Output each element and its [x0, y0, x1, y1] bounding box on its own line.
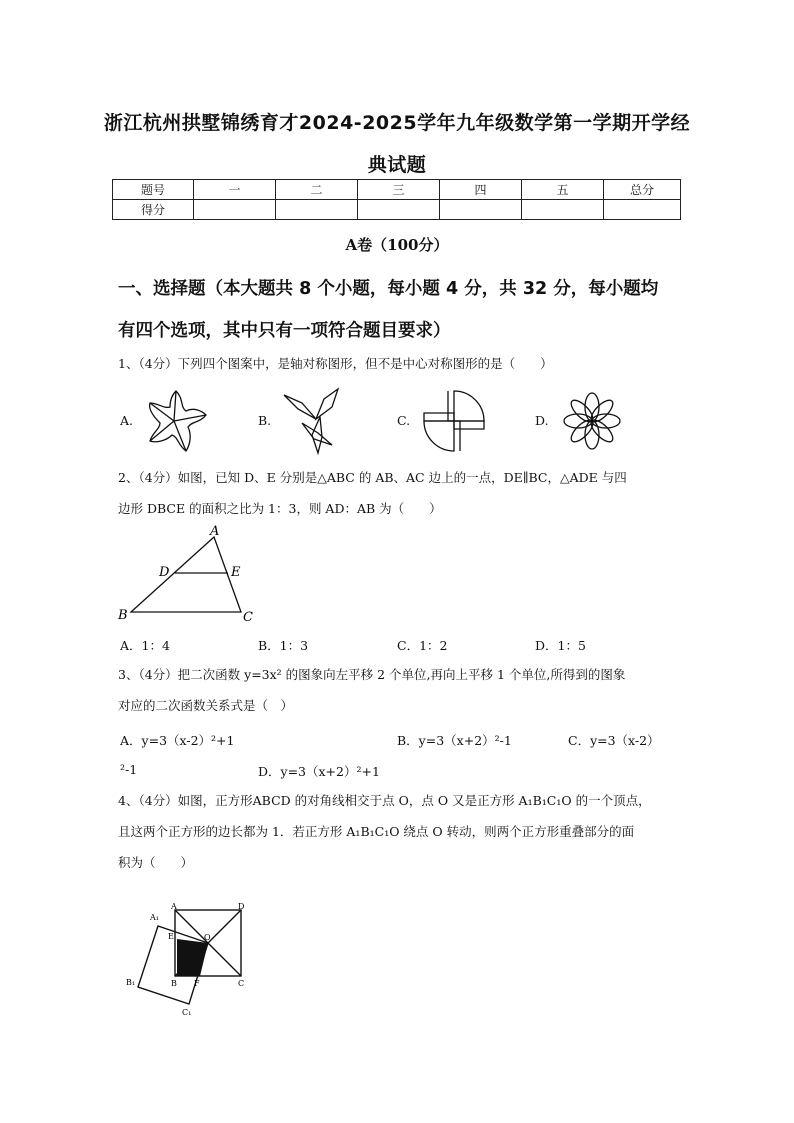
- flower-icon: [556, 385, 628, 457]
- q1-option-d-label: D.: [535, 413, 549, 428]
- section-a-title: A卷（100分）: [345, 236, 449, 254]
- table-cell: 五: [522, 180, 604, 200]
- section-heading-cont: 有四个选项，其中只有一项符合题目要求）: [118, 321, 451, 341]
- score-cell[interactable]: [276, 200, 358, 220]
- q3-option-c-cont: ²-1: [120, 762, 138, 777]
- q2-option-b: B．1：3: [258, 638, 309, 653]
- table-cell: 二: [276, 180, 358, 200]
- question-4-stem-cont2: 积为（ ）: [118, 855, 194, 870]
- table-cell: 四: [440, 180, 522, 200]
- rotating-squares-diagram: [120, 898, 260, 1020]
- q2-option-d: D．1：5: [535, 638, 586, 653]
- q3-option-d: D．y=3（x+2）²+1: [258, 764, 380, 779]
- vertex-label-b: B: [118, 608, 128, 623]
- point-label-e: E: [231, 565, 241, 580]
- score-cell[interactable]: [358, 200, 440, 220]
- q3-option-a: A．y=3（x-2）²+1: [120, 733, 235, 748]
- q1-option-a-label: A.: [120, 413, 134, 428]
- q3-option-c: C．y=3（x-2）: [568, 733, 660, 748]
- label-c: C: [238, 979, 245, 988]
- triangle-abc-diagram: [115, 525, 265, 625]
- score-cell[interactable]: [604, 200, 681, 220]
- question-3-stem-cont: 对应的二次函数关系式是（ ）: [118, 698, 294, 713]
- question-1-stem: 1、（4分）下列四个图案中，是轴对称图形，但不是中心对称图形的是（ ）: [118, 356, 553, 371]
- question-3-stem: 3、（4分）把二次函数 y=3x² 的图象向左平移 2 个单位,再向上平移 1 个单位,所得到的图象: [118, 667, 626, 682]
- table-cell: 题号: [113, 180, 194, 200]
- pinwheel-icon: [418, 385, 490, 457]
- label-d: D: [238, 902, 245, 911]
- q1-option-c-label: C.: [397, 413, 411, 428]
- score-table: [112, 179, 681, 220]
- label-b1: B₁: [126, 978, 136, 987]
- score-cell[interactable]: [440, 200, 522, 220]
- q2-option-a: A．1：4: [120, 638, 170, 653]
- q3-option-b: B．y=3（x+2）²-1: [397, 733, 512, 748]
- score-cell[interactable]: [194, 200, 276, 220]
- vertex-label-c: C: [243, 610, 253, 625]
- point-label-d: D: [159, 565, 170, 580]
- label-f: F: [194, 979, 200, 988]
- table-cell: 总分: [604, 180, 681, 200]
- star-shape-icon: [140, 385, 212, 457]
- label-b: B: [171, 979, 177, 988]
- question-2-stem: 2、（4分）如图，已知 D、E 分别是△ABC 的 AB、AC 边上的一点，DE∥BC，△ADE 与四: [118, 470, 627, 485]
- label-e: E: [168, 932, 174, 941]
- q1-option-b-label: B.: [258, 413, 272, 428]
- label-a: A: [171, 902, 177, 911]
- label-c1: C₁: [182, 1008, 192, 1017]
- question-4-stem-cont: 且这两个正方形的边长都为 1．若正方形 A₁B₁C₁O 绕点 O 转动，则两个正方形重叠部分的面: [118, 824, 635, 839]
- label-a1: A₁: [150, 913, 159, 922]
- table-cell: 得分: [113, 200, 194, 220]
- table-cell: 一: [194, 180, 276, 200]
- vertex-label-a: A: [210, 525, 220, 539]
- page-title-cont: 典试题: [367, 154, 427, 176]
- page-title: 浙江杭州拱墅锦绣育才2024-2025学年九年级数学第一学期开学经: [103, 112, 691, 134]
- score-cell[interactable]: [522, 200, 604, 220]
- three-rhombus-icon: [278, 385, 354, 457]
- section-heading: 一、选择题（本大题共 8 个小题，每小题 4 分，共 32 分，每小题均: [118, 279, 659, 299]
- score-table-header-row: [113, 180, 681, 200]
- triangle-abc: [131, 537, 241, 612]
- score-table-score-row: [113, 200, 681, 220]
- q2-option-c: C．1：2: [397, 638, 448, 653]
- label-o: O: [204, 933, 211, 942]
- table-cell: 三: [358, 180, 440, 200]
- question-2-stem-cont: 边形 DBCE 的面积之比为 1：3，则 AD：AB 为（ ）: [118, 501, 442, 516]
- overlap-region: [177, 939, 208, 976]
- question-4-stem: 4、（4分）如图，正方形ABCD 的对角线相交于点 O，点 O 又是正方形 A₁B₁C₁O 的一个顶点，: [118, 793, 651, 808]
